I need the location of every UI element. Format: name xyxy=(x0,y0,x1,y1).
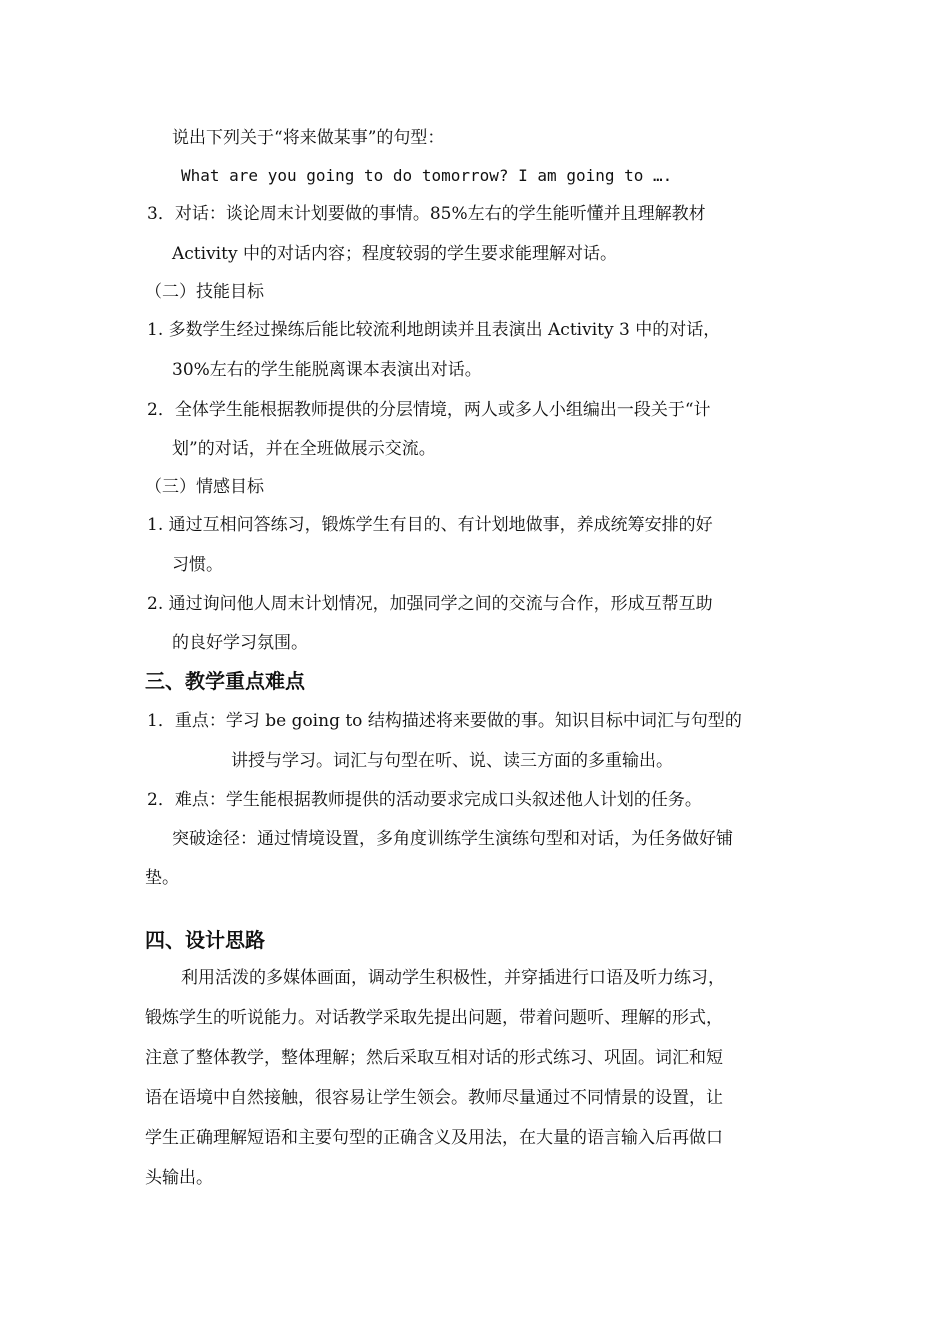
skill1-line1: 1. 多数学生经过操练后能比较流利地朗读并且表演出 Activity 3 中的对话， xyxy=(147,320,721,340)
skill-heading: （二）技能目标 xyxy=(145,282,264,302)
skill2-line1: 2．全体学生能根据教师提供的分层情境，两人或多人小组编出一段关于“计 xyxy=(147,400,711,420)
emo2-line2: 的良好学习氛围。 xyxy=(172,633,308,653)
skill2-line2: 划”的对话，并在全班做展示交流。 xyxy=(172,439,436,459)
key-point-line2: 讲授与学习。词汇与句型在听、说、读三方面的多重输出。 xyxy=(231,751,673,771)
design-paragraph-line: 头输出。 xyxy=(145,1168,213,1188)
design-paragraph-line: 注意了整体教学，整体理解；然后采取互相对话的形式练习、巩固。词汇和短 xyxy=(145,1048,723,1068)
emo1-line1: 1. 通过互相问答练习，锻炼学生有目的、有计划地做事，养成统筹安排的好 xyxy=(147,515,713,535)
emo1-line2: 习惯。 xyxy=(172,555,223,575)
design-paragraph-line: 学生正确理解短语和主要句型的正确含义及用法，在大量的语言输入后再做口 xyxy=(145,1128,723,1148)
pattern-line: What are you going to do tomorrow? I am going to …. xyxy=(181,166,673,185)
item3-line2: Activity 中的对话内容；程度较弱的学生要求能理解对话。 xyxy=(172,244,617,264)
emo2-line1: 2. 通过询问他人周末计划情况，加强同学之间的交流与合作，形成互帮互助 xyxy=(147,594,713,614)
breakthrough-line1: 突破途径：通过情境设置，多角度训练学生演练句型和对话，为任务做好铺 xyxy=(172,829,733,849)
design-paragraph-line: 利用活泼的多媒体画面，调动学生积极性，并穿插进行口语及听力练习， xyxy=(181,968,725,988)
difficulty-line: 2．难点：学生能根据教师提供的活动要求完成口头叙述他人计划的任务。 xyxy=(147,790,702,810)
key-point-line1: 1．重点：学习 be going to 结构描述将来要做的事。知识目标中词汇与句型的 xyxy=(147,711,742,731)
design-paragraph-line: 锻炼学生的听说能力。对话教学采取先提出问题，带着问题听、理解的形式， xyxy=(145,1008,723,1028)
section3-title: 三、教学重点难点 xyxy=(145,669,305,693)
section4-title: 四、设计思路 xyxy=(145,928,265,952)
breakthrough-line2: 垫。 xyxy=(145,868,179,888)
intro-line: 说出下列关于“将来做某事”的句型： xyxy=(172,128,445,148)
item3-line1: 3．对话：谈论周末计划要做的事情。85%左右的学生能听懂并且理解教材 xyxy=(147,204,706,224)
skill1-line2: 30%左右的学生能脱离课本表演出对话。 xyxy=(172,360,482,380)
design-paragraph-line: 语在语境中自然接触，很容易让学生领会。教师尽量通过不同情景的设置，让 xyxy=(145,1088,723,1108)
emotion-heading: （三）情感目标 xyxy=(145,477,264,497)
